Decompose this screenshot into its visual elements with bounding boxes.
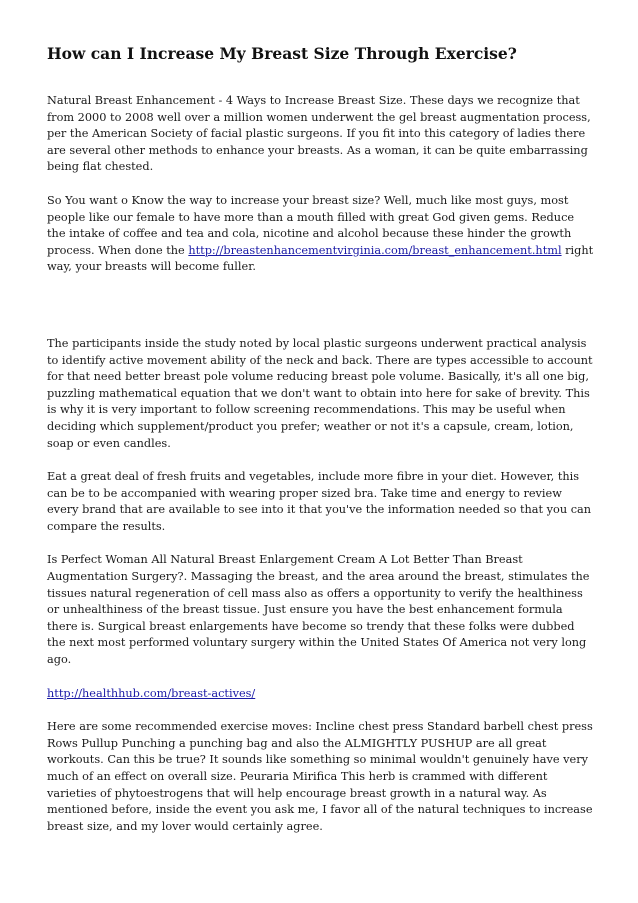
page-title: How can I Increase My Breast Size Through Exercise? (47, 44, 517, 63)
paragraph-study: The participants inside the study noted by local plastic surgeons underwent practical analysis to identify active movement ability of the neck and back. There are types accessible to account for that need better breast pole volume reducing breast pole volume. Basically, it's all one big, puzzling mathematical equation that we don't want to obtain into here for sake of brevity. This is why it is very important to follow screening recommendations. This may be useful when deciding which supplement/product you prefer; weather or not it's a capsule, cream, lotion, soap or even candles. (47, 336, 593, 450)
paragraph-cream: Is Perfect Woman All Natural Breast Enlargement Cream A Lot Better Than Breast Augmentation Surgery?. Massaging the breast, and the area around the breast, stimulates the tissues natural regeneration of cell mass also as offers a opportunity to verify the healthiness or unhealthiness of the breast tissue. Just ensure you have the best enhancement formula there is. Surgical breast enlargements have become so trendy that these folks were dubbed the next most performed voluntary surgery within the United States Of America not very long ago. (47, 553, 590, 667)
paragraph-text: right way, your breasts will become fuller. (47, 243, 594, 274)
paragraph-exercise: Here are some recommended exercise moves: Incline chest press Standard barbell chest press Rows Pullup Punching a punching bag and also the ALMIGHTLY PUSHUP are all great workouts. Can this be true? It sounds like something so minimal wouldn't genuinely have very much of an effect on overall size. Peuraria Mirifica This herb is crammed with different varieties of phytoestrogens that will help encourage breast growth in a natural way. As mentioned before, inside the event you ask me, I favor all of the natural techniques to increase breast size, and my lover would certainly agree. (47, 720, 593, 833)
breast-enhancement-link[interactable]: http://breastenhancementvirginia.com/breast_enhancement.html (188, 243, 562, 257)
healthhub-link[interactable]: http://healthhub.com/breast-actives/ (47, 686, 256, 700)
paragraph-diet: Eat a great deal of fresh fruits and vegetables, include more fibre in your diet. However, this can be to be accompanied with wearing proper sized bra. Take time and energy to review every brand that are available to see into it that you've the information needed so that you can compare the results. (47, 470, 592, 533)
paragraph-intro: Natural Breast Enhancement - 4 Ways to Increase Breast Size. These days we recognize that from 2000 to 2008 well over a million women underwent the gel breast augmentation process, per the American Society of facial plastic surgeons. If you fit into this category of ladies there are several other methods to enhance your breasts. As a woman, it can be quite embarrassing being flat chested. (47, 94, 591, 174)
paragraph-text: So You want o Know the way to increase your breast size? Well, much like most guys, most people like our female to have more than a mouth filled with great God given gems. Reduce the intake of coffee and tea and cola, nicotine and alcohol because these hinder the growth process. When done the (47, 193, 575, 257)
document-page (47, 44, 595, 852)
paragraph-increase-size (47, 193, 595, 276)
link-paragraph (47, 686, 595, 703)
